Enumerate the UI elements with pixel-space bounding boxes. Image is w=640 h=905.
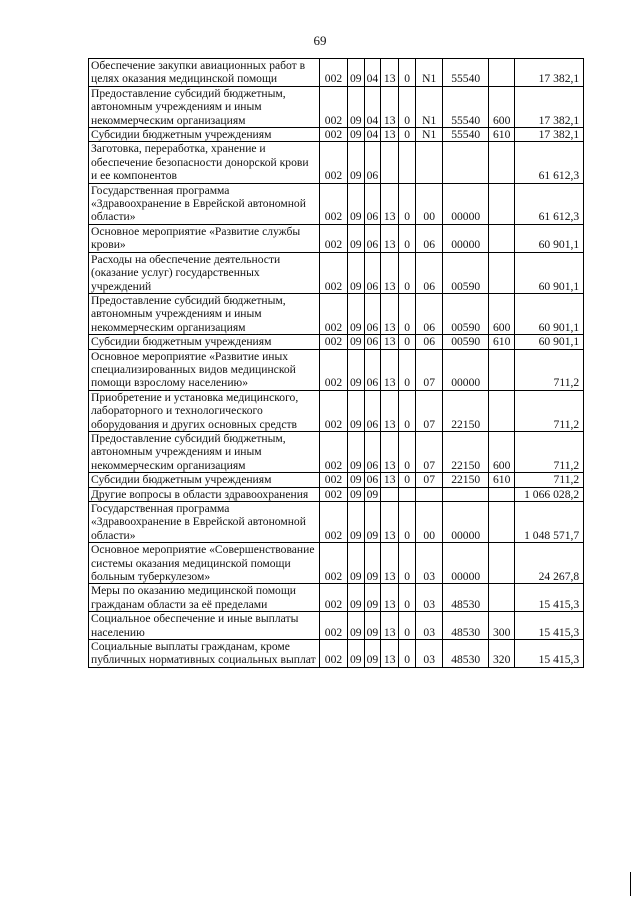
code-direction: 48530 [443,584,489,612]
code-expense-type: 600 [489,86,515,127]
table-row [89,252,584,293]
code-subsection: 09 [364,487,381,501]
code-activity: 00 [416,502,443,543]
code-direction: 00590 [443,293,489,334]
code-ved: 002 [320,252,348,293]
code-direction: 55540 [443,59,489,87]
code-ved: 002 [320,473,348,487]
code-direction [443,142,489,183]
table-row [89,502,584,543]
code-section: 09 [348,59,365,87]
code-expense-type: 610 [489,128,515,142]
row-name: Основное мероприятие «Развитие иных специализированных видов медицинской помощи взрослому населению» [89,349,320,390]
code-subprogram: 0 [399,183,416,224]
amount: 711,2 [515,349,584,390]
code-activity: 03 [416,584,443,612]
code-program: 13 [381,502,399,543]
code-subprogram: 0 [399,473,416,487]
code-ved: 002 [320,612,348,640]
code-program: 13 [381,584,399,612]
code-direction [443,487,489,501]
code-activity: 07 [416,349,443,390]
code-program: 13 [381,431,399,472]
code-activity: 03 [416,640,443,668]
code-program: 13 [381,612,399,640]
code-expense-type: 300 [489,612,515,640]
code-direction: 00590 [443,252,489,293]
code-ved: 002 [320,584,348,612]
code-subsection: 06 [364,224,381,252]
code-subsection: 06 [364,252,381,293]
code-ved: 002 [320,335,348,349]
code-direction: 00000 [443,183,489,224]
amount: 711,2 [515,473,584,487]
code-program: 13 [381,473,399,487]
code-subsection: 06 [364,390,381,431]
code-section: 09 [348,86,365,127]
code-section: 09 [348,543,365,584]
code-section: 09 [348,431,365,472]
code-subprogram: 0 [399,431,416,472]
code-ved: 002 [320,502,348,543]
table-row [89,128,584,142]
code-section: 09 [348,293,365,334]
row-name: Субсидии бюджетным учреждениям [89,128,320,142]
table-row [89,612,584,640]
code-direction: 00000 [443,543,489,584]
code-subsection: 09 [364,543,381,584]
code-section: 09 [348,224,365,252]
code-subprogram: 0 [399,59,416,87]
code-expense-type [489,543,515,584]
amount: 60 901,1 [515,293,584,334]
code-section: 09 [348,487,365,501]
code-subprogram: 0 [399,349,416,390]
code-section: 09 [348,349,365,390]
code-activity: 07 [416,390,443,431]
amount: 15 415,3 [515,640,584,668]
code-subprogram: 0 [399,224,416,252]
code-direction: 00000 [443,502,489,543]
amount: 711,2 [515,390,584,431]
code-subprogram: 0 [399,640,416,668]
table-row [89,224,584,252]
code-subprogram: 0 [399,390,416,431]
row-name: Государственная программа «Здравоохранение в Еврейской автономной области» [89,502,320,543]
code-section: 09 [348,640,365,668]
table-row [89,640,584,668]
row-name: Другие вопросы в области здравоохранения [89,487,320,501]
code-activity: 00 [416,183,443,224]
row-name: Субсидии бюджетным учреждениям [89,335,320,349]
code-activity: 07 [416,431,443,472]
code-subsection: 06 [364,335,381,349]
row-name: Государственная программа «Здравоохранение в Еврейской автономной области» [89,183,320,224]
code-subprogram: 0 [399,128,416,142]
budget-table [88,58,584,668]
table-row [89,335,584,349]
code-direction: 22150 [443,390,489,431]
code-program: 13 [381,335,399,349]
amount: 24 267,8 [515,543,584,584]
table-row [89,431,584,472]
code-expense-type: 610 [489,473,515,487]
code-ved: 002 [320,86,348,127]
code-subprogram: 0 [399,335,416,349]
code-activity: 03 [416,543,443,584]
code-activity: 06 [416,335,443,349]
code-program [381,142,399,183]
amount: 17 382,1 [515,128,584,142]
code-program: 13 [381,390,399,431]
code-expense-type [489,183,515,224]
code-expense-type [489,584,515,612]
code-activity: N1 [416,86,443,127]
code-subprogram: 0 [399,612,416,640]
code-activity: 06 [416,224,443,252]
row-name: Предоставление субсидий бюджетным, автономным учреждениям и иным некоммерческим организациям [89,293,320,334]
code-section: 09 [348,335,365,349]
amount: 60 901,1 [515,252,584,293]
margin-mark [630,872,631,896]
code-program: 13 [381,640,399,668]
table-row [89,142,584,183]
code-direction: 55540 [443,128,489,142]
code-ved: 002 [320,431,348,472]
code-section: 09 [348,128,365,142]
row-name: Приобретение и установка медицинского, лабораторного и технологического оборудования и других основных средств [89,390,320,431]
code-program: 13 [381,349,399,390]
table-row [89,473,584,487]
code-section: 09 [348,612,365,640]
row-name: Предоставление субсидий бюджетным, автономным учреждениям и иным некоммерческим организациям [89,431,320,472]
table-row [89,543,584,584]
code-subprogram: 0 [399,86,416,127]
code-section: 09 [348,584,365,612]
row-name: Расходы на обеспечение деятельности (оказание услуг) государственных учреждений [89,252,320,293]
amount: 17 382,1 [515,86,584,127]
code-section: 09 [348,390,365,431]
code-expense-type: 320 [489,640,515,668]
code-section: 09 [348,142,365,183]
code-activity [416,142,443,183]
code-section: 09 [348,502,365,543]
amount: 60 901,1 [515,335,584,349]
amount: 711,2 [515,431,584,472]
code-program: 13 [381,183,399,224]
code-subprogram [399,487,416,501]
code-expense-type [489,349,515,390]
code-subsection: 06 [364,183,381,224]
code-subprogram: 0 [399,584,416,612]
table-row [89,349,584,390]
table-row [89,59,584,87]
code-program: 13 [381,59,399,87]
code-ved: 002 [320,487,348,501]
code-subsection: 06 [364,473,381,487]
code-program: 13 [381,86,399,127]
code-ved: 002 [320,224,348,252]
code-subprogram: 0 [399,502,416,543]
code-subsection: 09 [364,640,381,668]
code-ved: 002 [320,293,348,334]
page-number: 69 [313,33,327,48]
row-name: Предоставление субсидий бюджетным, автономным учреждениям и иным некоммерческим организациям [89,86,320,127]
code-ved: 002 [320,59,348,87]
code-direction: 00000 [443,349,489,390]
code-expense-type: 610 [489,335,515,349]
code-direction: 00590 [443,335,489,349]
code-expense-type [489,390,515,431]
code-subprogram: 0 [399,543,416,584]
code-activity: 06 [416,293,443,334]
code-subsection: 04 [364,59,381,87]
code-ved: 002 [320,640,348,668]
code-direction: 00000 [443,224,489,252]
code-subsection: 06 [364,142,381,183]
row-name: Основное мероприятие «Развитие службы крови» [89,224,320,252]
code-activity: 07 [416,473,443,487]
code-subprogram: 0 [399,293,416,334]
code-program: 13 [381,252,399,293]
amount: 17 382,1 [515,59,584,87]
row-name: Основное мероприятие «Совершенствование системы оказания медицинской помощи больным туберкулезом» [89,543,320,584]
budget-table-body [89,59,584,668]
code-expense-type: 600 [489,293,515,334]
code-direction: 48530 [443,640,489,668]
code-ved: 002 [320,128,348,142]
code-subsection: 06 [364,349,381,390]
amount: 60 901,1 [515,224,584,252]
code-activity [416,487,443,501]
code-ved: 002 [320,543,348,584]
code-activity: 06 [416,252,443,293]
code-direction: 22150 [443,431,489,472]
table-row [89,293,584,334]
code-subsection: 06 [364,293,381,334]
code-activity: 03 [416,612,443,640]
code-subprogram: 0 [399,252,416,293]
code-ved: 002 [320,142,348,183]
code-direction: 55540 [443,86,489,127]
code-program: 13 [381,128,399,142]
code-program: 13 [381,543,399,584]
code-ved: 002 [320,183,348,224]
table-row [89,487,584,501]
code-subsection: 09 [364,502,381,543]
row-name: Заготовка, переработка, хранение и обеспечение безопасности донорской крови и ее компонентов [89,142,320,183]
code-section: 09 [348,252,365,293]
code-subsection: 04 [364,128,381,142]
code-expense-type [489,487,515,501]
code-subprogram [399,142,416,183]
table-row [89,584,584,612]
code-expense-type: 600 [489,431,515,472]
code-ved: 002 [320,349,348,390]
amount: 1 048 571,7 [515,502,584,543]
code-section: 09 [348,473,365,487]
row-name: Социальные выплаты гражданам, кроме публичных нормативных социальных выплат [89,640,320,668]
amount: 1 066 028,2 [515,487,584,501]
code-activity: N1 [416,59,443,87]
amount: 61 612,3 [515,142,584,183]
code-expense-type [489,224,515,252]
code-subsection: 09 [364,584,381,612]
row-name: Обеспечение закупки авиационных работ в целях оказания медицинской помощи [89,59,320,87]
row-name: Социальное обеспечение и иные выплаты населению [89,612,320,640]
code-direction: 48530 [443,612,489,640]
code-expense-type [489,252,515,293]
code-expense-type [489,142,515,183]
code-subsection: 06 [364,431,381,472]
row-name: Субсидии бюджетным учреждениям [89,473,320,487]
code-subsection: 04 [364,86,381,127]
code-program: 13 [381,293,399,334]
code-direction: 22150 [443,473,489,487]
row-name: Меры по оказанию медицинской помощи гражданам области за её пределами [89,584,320,612]
amount: 15 415,3 [515,584,584,612]
table-row [89,86,584,127]
code-program: 13 [381,224,399,252]
code-ved: 002 [320,390,348,431]
code-program [381,487,399,501]
code-expense-type [489,502,515,543]
table-row [89,390,584,431]
code-expense-type [489,59,515,87]
amount: 15 415,3 [515,612,584,640]
table-row [89,183,584,224]
code-subsection: 09 [364,612,381,640]
code-section: 09 [348,183,365,224]
code-activity: N1 [416,128,443,142]
amount: 61 612,3 [515,183,584,224]
